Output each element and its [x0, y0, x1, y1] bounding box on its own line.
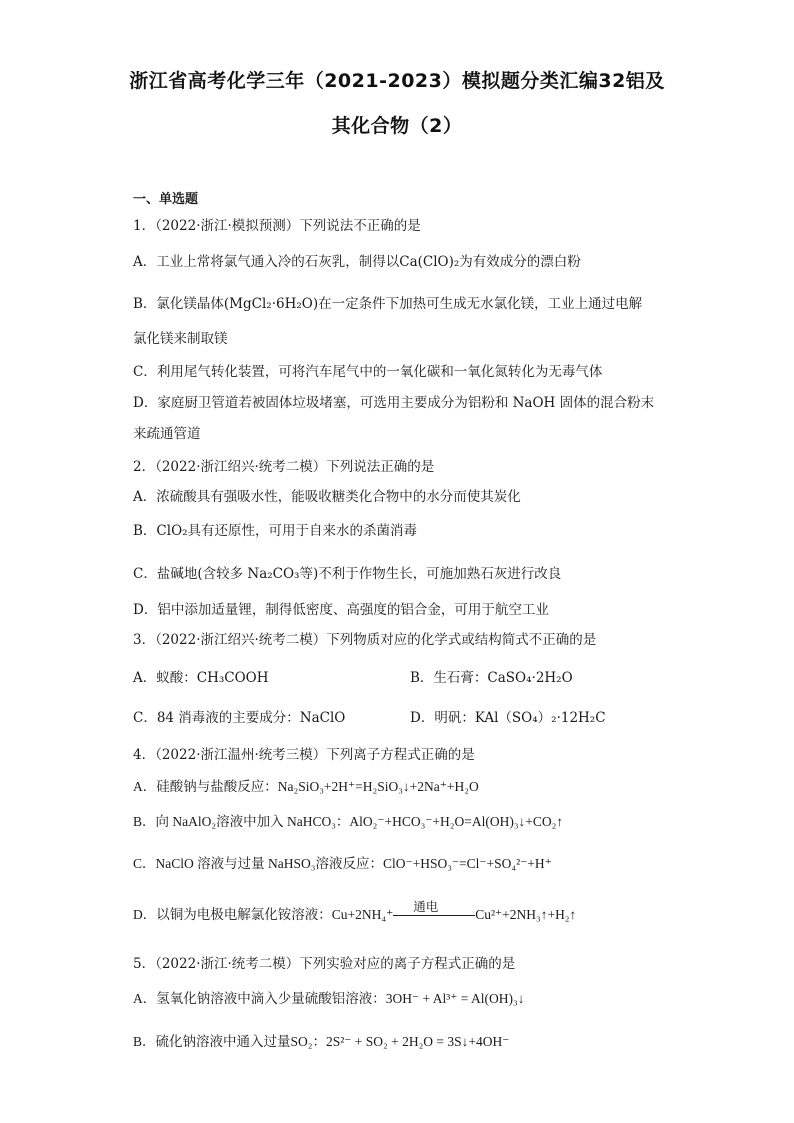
q3-option-d: D．明矾：KAl（SO₄）₂·12H₂C: [410, 710, 606, 726]
q2-stem: 2．（2022·浙江绍兴·统考二模）下列说法正确的是: [133, 459, 435, 475]
q4-option-a: A．硅酸钠与盐酸反应：Na₂SiO₃+2H⁺=H₂SiO₃↓+2Na⁺+H₂O: [133, 779, 479, 794]
q2-option-c: C．盐碱地(含较多 Na₂CO₃等)不利于作物生长，可施加熟石灰进行改良: [133, 566, 562, 582]
q4-option-d-products: Cu²⁺+2NH₃↑+H₂↑: [475, 907, 577, 922]
q3-option-c: C．84 消毒液的主要成分：NaClO: [133, 710, 346, 726]
document-title-line1: 浙江省高考化学三年（2021-2023）模拟题分类汇编32铝及: [129, 70, 665, 92]
q1-option-b-line2: 氯化镁来制取镁: [133, 331, 228, 347]
q1-option-d-line1: D．家庭厨卫管道若被固体垃圾堵塞，可选用主要成分为铝粉和 NaOH 固体的混合粉末: [133, 395, 655, 411]
electrolysis-condition: 通电: [413, 899, 439, 914]
q1-option-d-line2: 来疏通管道: [133, 426, 201, 442]
section-heading: 一、单选题: [133, 192, 199, 207]
q5-stem: 5．（2022·浙江·统考二模）下列实验对应的离子方程式正确的是: [133, 956, 516, 972]
q5-option-b: B．硫化钠溶液中通入过量SO₂：2S²⁻ + SO₂ + 2H₂O = 3S↓+4OH⁻: [133, 1034, 510, 1049]
q2-option-a: A．浓硫酸具有强吸水性，能吸收糖类化合物中的水分而使其炭化: [133, 489, 521, 505]
q2-option-d: D．铝中添加适量锂，制得低密度、高强度的铝合金，可用于航空工业: [133, 602, 549, 618]
q2-option-b: B．ClO₂具有还原性，可用于自来水的杀菌消毒: [133, 523, 418, 539]
q4-stem: 4．（2022·浙江温州·统考三模）下列离子方程式正确的是: [133, 747, 475, 763]
q5-option-a: A．氢氧化钠溶液中滴入少量硫酸铝溶液：3OH⁻ + Al³⁺ = Al(OH)₃↓: [133, 991, 525, 1006]
document-title-line2: 其化合物（2）: [331, 115, 463, 137]
q3-stem: 3．（2022·浙江绍兴·统考二模）下列物质对应的化学式或结构简式不正确的是: [133, 632, 597, 648]
q1-option-a: A．工业上常将氯气通入冷的石灰乳，制得以Ca(ClO)₂为有效成分的漂白粉: [133, 254, 581, 270]
q1-stem: 1．（2022·浙江·模拟预测）下列说法不正确的是: [133, 218, 421, 234]
q4-option-b: B．向 NaAlO₂溶液中加入 NaHCO₃：AlO₂⁻+HCO₃⁻+H₂O=Al(OH)₃↓+CO₂↑: [133, 814, 564, 829]
electrolysis-arrow: [393, 899, 475, 923]
q1-option-c: C．利用尾气转化装置，可将汽车尾气中的一氧化碳和一氧化氮转化为无毒气体: [133, 364, 603, 380]
q3-option-b: B．生石膏：CaSO₄·2H₂O: [410, 670, 573, 686]
q1-option-b-line1: B．氯化镁晶体(MgCl₂·6H₂O)在一定条件下加热可生成无水氯化镁，工业上通过电解: [133, 296, 643, 312]
q4-option-c: C．NaClO 溶液与过量 NaHSO₃溶液反应：ClO⁻+HSO₃⁻=Cl⁻+SO₄²⁻+H⁺: [133, 856, 552, 871]
q4-option-d: [133, 899, 577, 923]
q4-option-d-reactants: D．以铜为电极电解氯化铵溶液：Cu+2NH₄⁺: [133, 907, 394, 922]
q3-option-a: A．蚁酸：CH₃COOH: [133, 670, 269, 686]
